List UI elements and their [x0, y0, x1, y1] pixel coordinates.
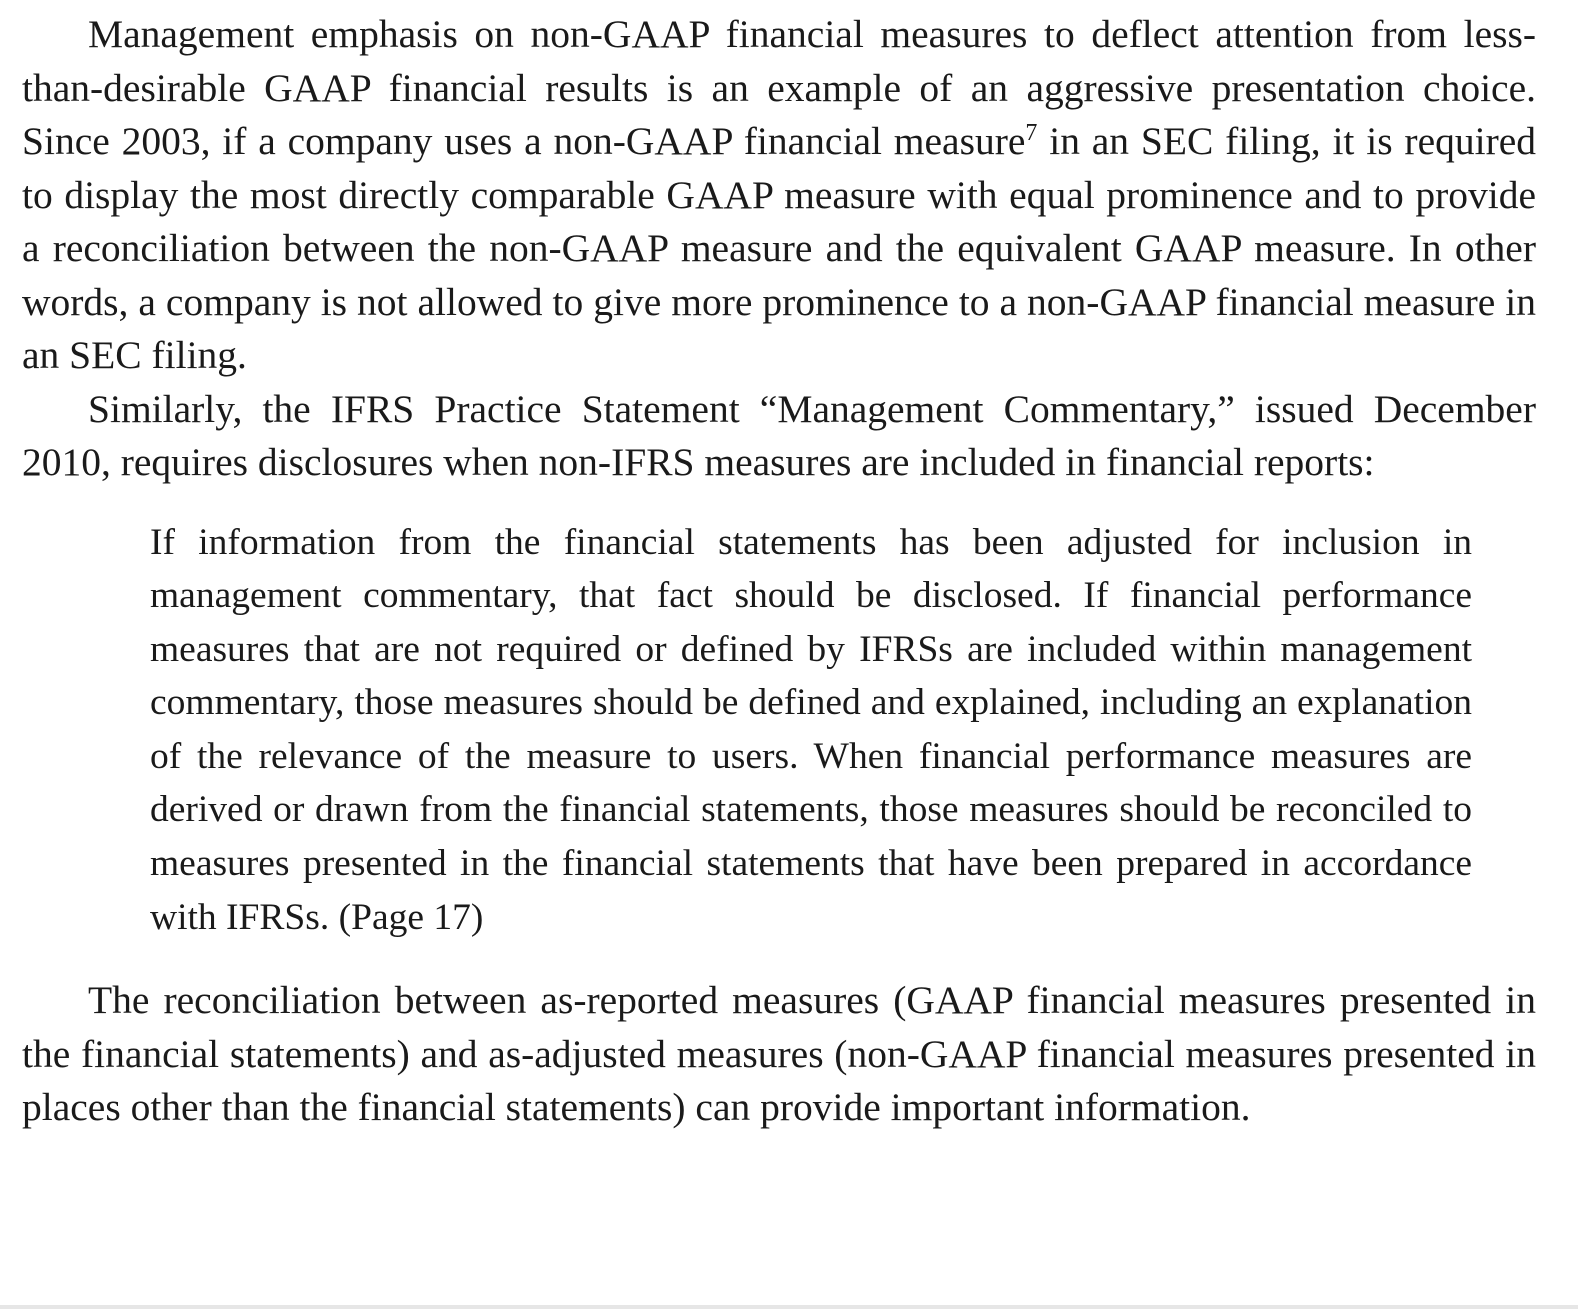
paragraph-non-gaap-emphasis: [22, 8, 1536, 383]
document-page: [22, 8, 1536, 1135]
block-quote-ifrs: If information from the financial statements has been adjusted for inclusion in management commentary, that fact should be disclosed. If financial performance measures that are not required or defined by IFRSs are included within management commentary, those measures should be defined and explained, including an explanation of the relevance of the measure to users. When financial performance measures are derived or drawn from the financial statements, those measures should be reconciled to measures presented in the financial statements that have been prepared in accordance with IFRSs. (Page 17): [150, 521, 1472, 938]
paragraph-ifrs-practice-statement: Similarly, the IFRS Practice Statement “Management Commentary,” issued December 2010, requires disclosures when non-IFRS measures are included in financial reports:: [22, 386, 1536, 484]
paragraph-reconciliation: The reconciliation between as-reported measures (GAAP financial measures presented in the financial statements) and as-adjusted measures (non-GAAP financial measures presented in places other than the financial statements) can provide important information.: [22, 978, 1536, 1130]
page-bottom-edge: [0, 1305, 1578, 1309]
paragraph-text: Management emphasis on non-GAAP financial measures to deflect attention from less-than-desirable GAAP financial results is an example of an aggressive presentation choice. Since 2003, if a company uses a non-GAAP financial measure: [22, 12, 1536, 163]
footnote-marker: 7: [1025, 120, 1038, 146]
paragraph-text: in an SEC filing, it is required to display the most directly comparable GAAP measure with equal prominence and to provide a reconciliation between the non-GAAP measure and the equivalent GAAP measure. In other words, a company is not allowed to give more prominence to a non-GAAP financial measure in an SEC filing.: [22, 119, 1537, 377]
